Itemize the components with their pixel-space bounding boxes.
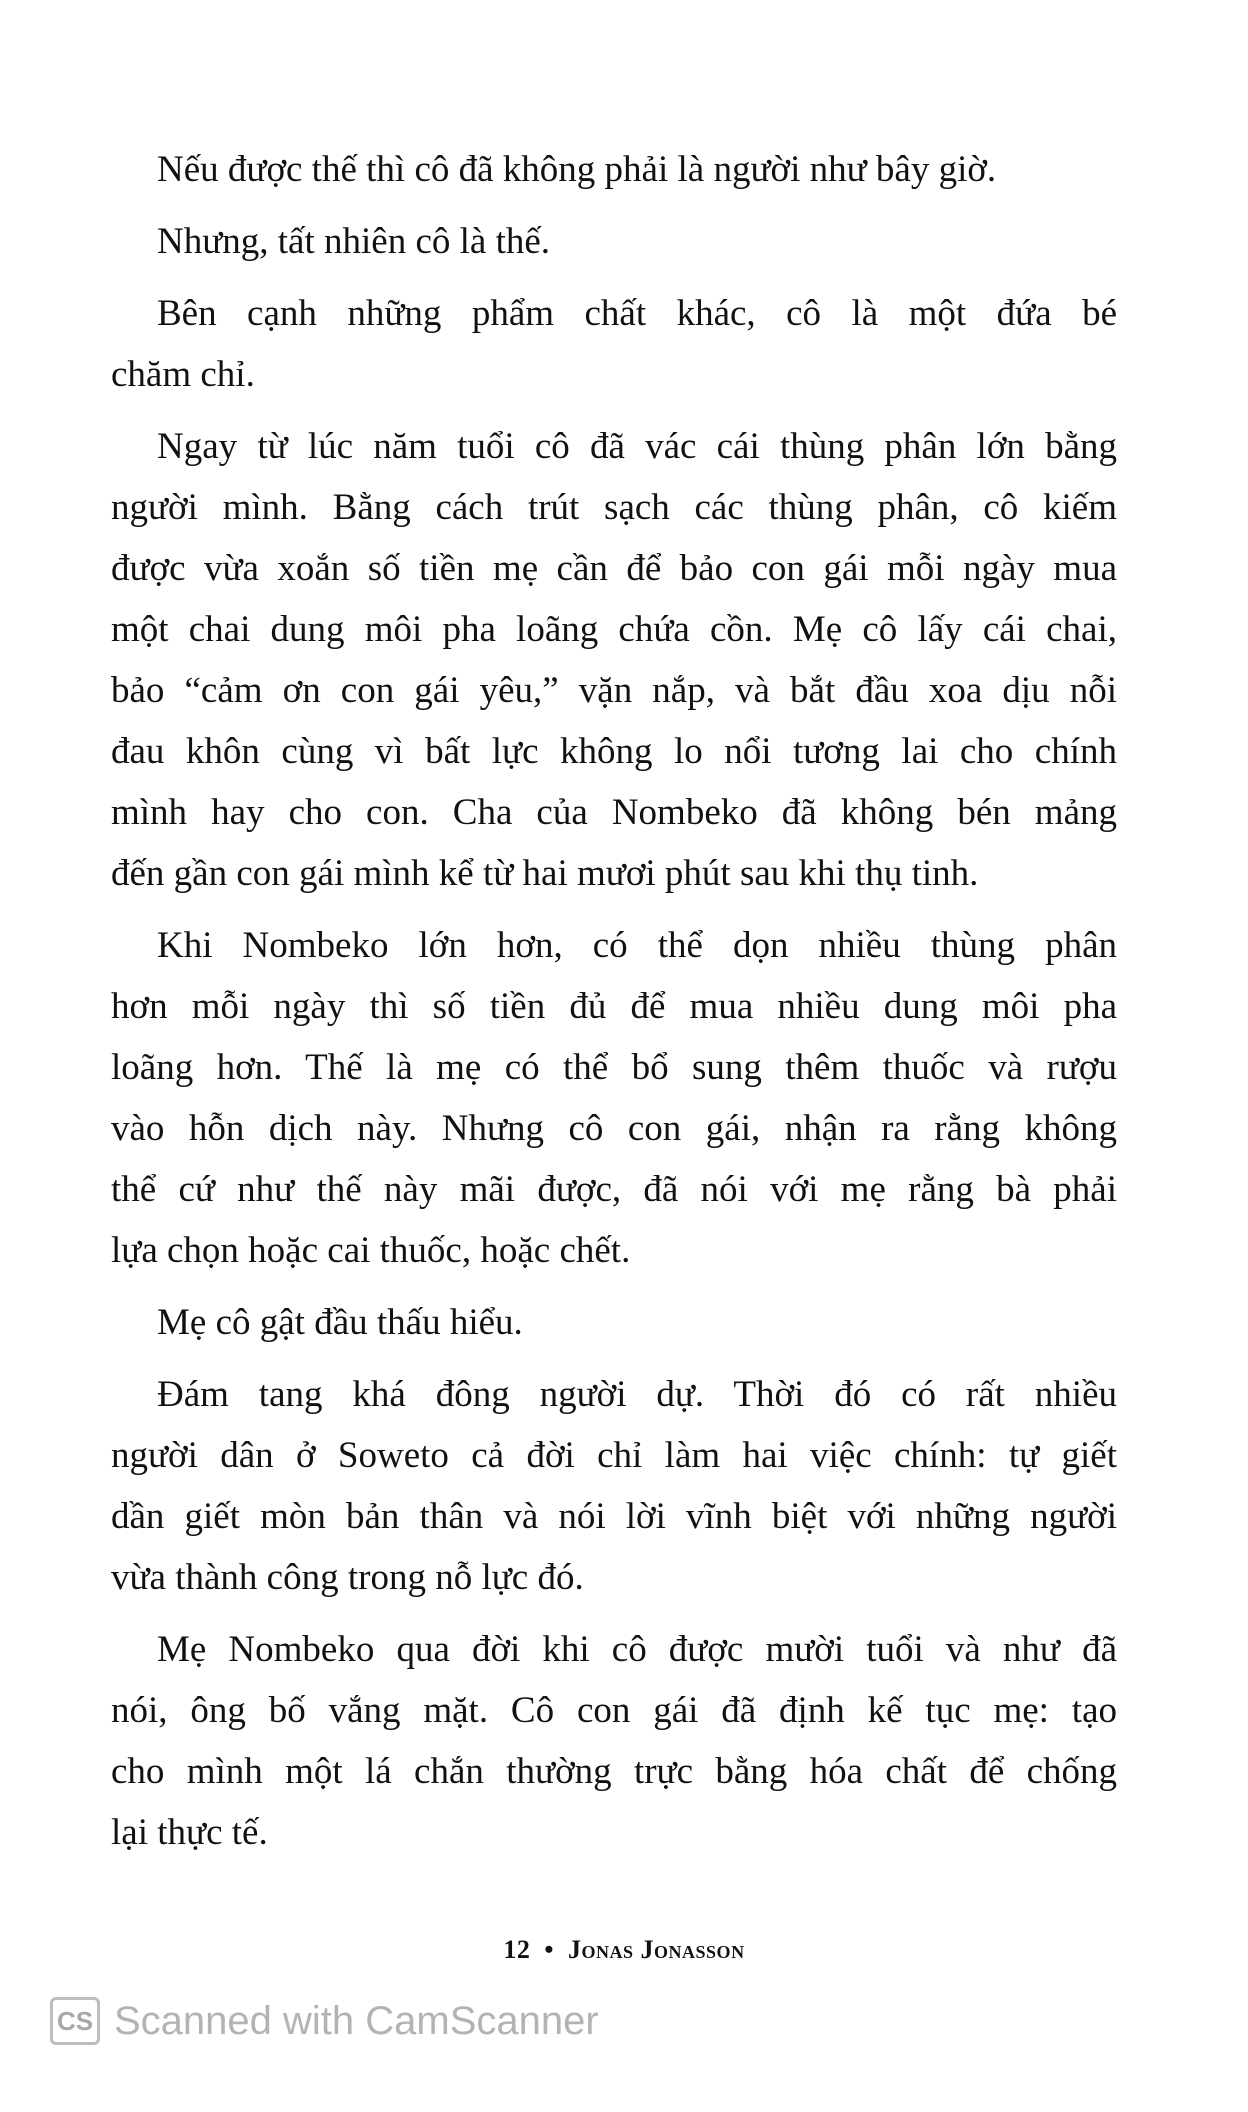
- paragraph: [111, 1619, 1117, 1863]
- separator-dot: •: [544, 1935, 555, 1964]
- text-line: Nhưng, tất nhiên cô là thế.: [157, 221, 551, 262]
- text-line: lại thực tế.: [111, 1812, 268, 1853]
- text-line: Ngay từ lúc năm tuổi cô đã vác cái thùng phân lớn bằng: [157, 426, 1117, 467]
- text-line: Khi Nombeko lớn hơn, có thể dọn nhiều thùng phân: [157, 925, 1117, 966]
- text-line: dần giết mòn bản thân và nói lời vĩnh biệt với những người: [111, 1496, 1117, 1537]
- paragraph: [111, 139, 1117, 200]
- text-line: hơn mỗi ngày thì số tiền đủ để mua nhiều dung môi pha: [111, 986, 1117, 1027]
- text-line: đến gần con gái mình kể từ hai mươi phút sau khi thụ tinh.: [111, 853, 979, 894]
- text-line: Bên cạnh những phẩm chất khác, cô là một đứa bé: [157, 293, 1117, 334]
- watermark-text: Scanned with CamScanner: [114, 1998, 599, 2043]
- page-body: [111, 139, 1117, 1874]
- text-line: Mẹ cô gật đầu thấu hiểu.: [157, 1302, 523, 1343]
- camscanner-logo-icon: CS: [50, 1997, 100, 2045]
- text-line: cho mình một lá chắn thường trực bằng hóa chất để chống: [111, 1751, 1117, 1792]
- text-line: một chai dung môi pha loãng chứa cồn. Mẹ cô lấy cái chai,: [111, 609, 1117, 650]
- text-line: thể cứ như thế này mãi được, đã nói với mẹ rằng bà phải: [111, 1169, 1117, 1210]
- paragraph: [111, 1364, 1117, 1608]
- paragraph: [111, 211, 1117, 272]
- text-line: bảo “cảm ơn con gái yêu,” vặn nắp, và bắt đầu xoa dịu nỗi: [111, 670, 1117, 711]
- text-line: mình hay cho con. Cha của Nombeko đã không bén mảng: [111, 792, 1117, 833]
- text-line: được vừa xoắn số tiền mẹ cần để bảo con gái mỗi ngày mua: [111, 548, 1117, 589]
- author-name: Jonas Jonasson: [568, 1935, 745, 1964]
- text-line: người dân ở Soweto cả đời chỉ làm hai việc chính: tự giết: [111, 1435, 1117, 1476]
- text-line: vào hỗn dịch này. Nhưng cô con gái, nhận ra rằng không: [111, 1108, 1117, 1149]
- paragraph: [111, 416, 1117, 904]
- text-line: đau khôn cùng vì bất lực không lo nổi tương lai cho chính: [111, 731, 1117, 772]
- text-line: vừa thành công trong nỗ lực đó.: [111, 1557, 584, 1598]
- text-line: Nếu được thế thì cô đã không phải là người như bây giờ.: [157, 149, 997, 190]
- text-line: Đám tang khá đông người dự. Thời đó có rất nhiều: [157, 1374, 1117, 1415]
- text-line: người mình. Bằng cách trút sạch các thùng phân, cô kiếm: [111, 487, 1117, 528]
- text-line: nói, ông bố vắng mặt. Cô con gái đã định kế tục mẹ: tạo: [111, 1690, 1117, 1731]
- page-number: 12: [503, 1935, 531, 1964]
- text-line: lựa chọn hoặc cai thuốc, hoặc chết.: [111, 1230, 631, 1271]
- text-line: chăm chỉ.: [111, 354, 255, 395]
- paragraph: [111, 915, 1117, 1281]
- paragraph: [111, 1292, 1117, 1353]
- page-footer: [0, 1935, 1248, 1965]
- text-line: loãng hơn. Thế là mẹ có thể bổ sung thêm thuốc và rượu: [111, 1047, 1117, 1088]
- camscanner-watermark: [50, 1996, 599, 2046]
- text-line: Mẹ Nombeko qua đời khi cô được mười tuổi và như đã: [157, 1629, 1117, 1670]
- paragraph: [111, 283, 1117, 405]
